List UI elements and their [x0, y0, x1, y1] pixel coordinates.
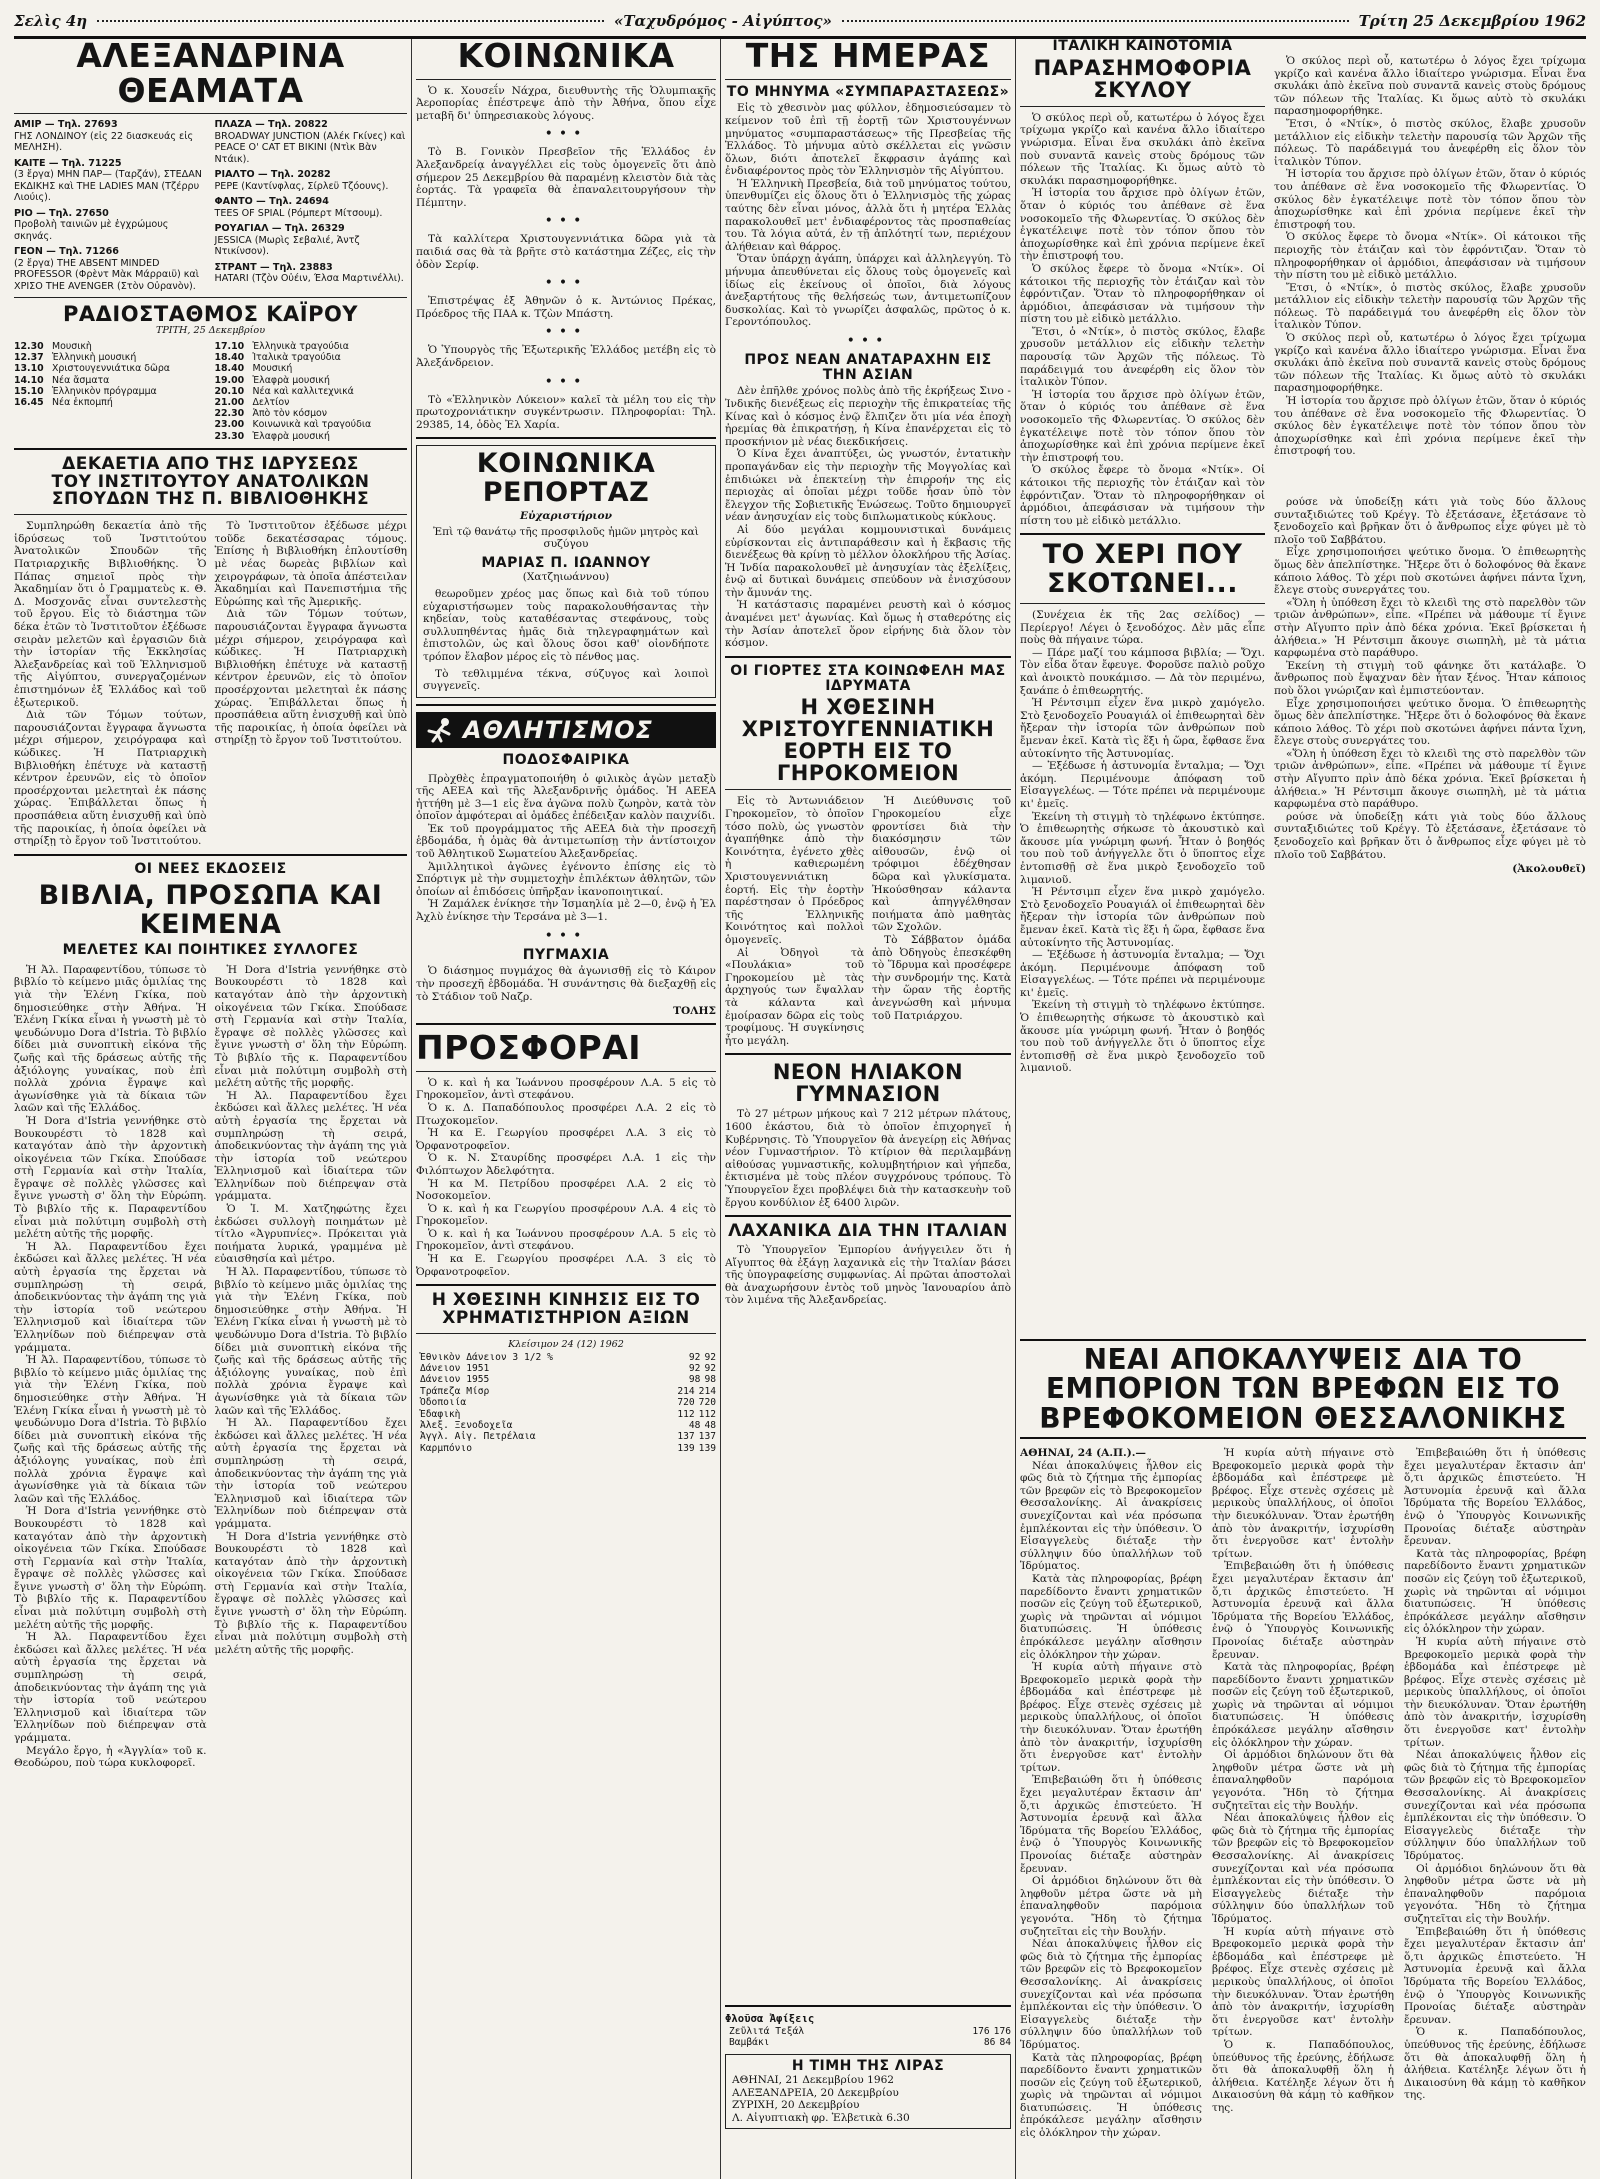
sports-logo: ΑΘΛΗΤΙΣΜΟΣ [416, 712, 716, 748]
article-paragraph: Ἐπιβεβαιώθη ὅτι ἡ ὑπόθεσις ἔχει μεγαλυτέραν ἔκτασιν ἀπ' ὅ,τι ἀρχικῶς ἐπιστεύετο. Ἡ Ἀστυνομία ἐρευνᾷ καὶ ἄλλα Ἱδρύματα τῆς Βορείου Ἑλλάδος, ἐνῷ ὁ Ὑπουργὸς Κοινωνικῆς Προνοίας διέταξε αὐστηρὰν ἔρευναν. [1404, 1925, 1586, 2026]
article-paragraph: Ἡ ἱστορία του ἄρχισε πρὸ ὀλίγων ἐτῶν, ὅταν ὁ κύριός του ἀπέθανε σὲ ἕνα νοσοκομεῖο τῆς Φλωρεντίας. Ὁ σκύλος δὲν ἐγκατέλειψε ποτὲ τὸν τόπον ὅπου τὸν ἀποχωρίσθηκε καὶ ἐπὶ χρόνια περίμενε ἐκεῖ τὴν ἐπιστροφή του. [1020, 187, 1265, 263]
article-paragraph: Πρὸχθὲς ἐπραγματοποιήθη ὁ φιλικὸς ἀγὼν μεταξὺ τῆς ΑΕΕΑ καὶ τῆς Ἀλεξανδρινῆς ὁμάδος. Ἡ ΑΕΕΑ ἡττήθη μὲ 3—1 εἰς ἕνα ἀγῶνα πολὺ ζωηρὸν, κατὰ τὸν ὁποῖον ἀμφότεραι αἱ ὁμάδες ἐπέδειξαν καλὸν παιχνίδι. [416, 772, 716, 823]
decade-title-line-2: ΤΟΥ ΙΝΣΤΙΤΟΥΤΟΥ ΑΝΑΤΟΛΙΚΩΝ [51, 471, 370, 492]
article-paragraph: Εἶχε χρησιμοποιήσει ψεύτικο ὄνομα. Ὁ ἐπιθεωρητὴς ὅμως δὲν ἀπελπίστηκε. Ἤξερε ὅτι ὁ δολοφόνος θὰ ἔκανε κάποιο λάθος. Τὸ χέρι ποὺ σκοτώνει ἀφήνει πάντα ἴχνη, ἔλεγε στοὺς συνεργάτες του. [1274, 697, 1586, 748]
article-paragraph: Οἱ ἁρμόδιοι δηλώνουν ὅτι θὰ ληφθοῦν μέτρα ὥστε νὰ μὴ ἐπαναληφθοῦν παρόμοια γεγονότα. Ἤδη τὸ ζήτημα συζητεῖται εἰς τὴν Βουλήν. [1212, 1749, 1394, 1812]
listing-item: ΣΤΡΑΝΤ — Τηλ. 23883 HATARI (Τζὸν Οὐέιν, Έλσα Μαρτινέλλι). [214, 261, 404, 285]
separator-stars: ••• [544, 373, 588, 390]
report-subtitle: Εὐχαριστήριον [520, 510, 612, 523]
listing-item: ΡΙΑΛΤΟ — Τηλ. 20282 PEPE (Καντίνφλας, Σίρλεϋ Τζόουνς). [214, 169, 389, 192]
stock-table [416, 1352, 716, 1455]
column-5 [1274, 39, 1586, 1327]
cinema-listings [14, 119, 407, 292]
table-row: Ὀδοποιία 720 720 [420, 1397, 716, 1409]
circus-kicker: ΙΤΑΛΙΚΗ ΚΑΙΝΟΤΟΜΙΑ [1052, 39, 1233, 54]
table-row: Ἀγγλ. Αἰγ. Πετρέλαια 137 137 [420, 1431, 716, 1443]
article-paragraph: Ἡ Dora d'Istria γεννήθηκε στὸ Βουκουρέστι τὸ 1828 καὶ καταγόταν ἀπὸ τὴν ἀρχοντικὴ οἰκογένεια τῶν Γκίκα. Σπούδασε στὴ Γερμανία καὶ στὴν Ἰταλία, ἔγραψε σὲ πολλὲς γλῶσσες καὶ ἔγινε γνωστὴ σ' ὅλη τὴν Εὐρώπη. Τὸ βιβλίο τῆς κ. Παραφεντίδου εἶναι μιὰ πολύτιμη συμβολὴ στὴ μελέτη αὐτῆς τῆς μορφῆς. [14, 1505, 207, 1631]
article-paragraph: — Ἐξέδωσε ἡ ἀστυνομία ἔνταλμα; — Ὄχι ἀκόμη. Περιμένουμε ἀπόφαση τοῦ Εἰσαγγελέως. — Τότε πρέπει νὰ περιμένουμε κι' ἐμεῖς. [1020, 949, 1265, 999]
books-title: ΒΙΒΛΙΑ, ΠΡΟΣΩΠΑ ΚΑΙ ΚΕΙΜΕΝΑ [38, 880, 383, 940]
article-paragraph: Νέαι ἀποκαλύψεις ἦλθον εἰς φῶς διὰ τὸ ζήτημα τῆς ἐμπορίας τῶν βρεφῶν εἰς τὸ Βρεφοκομεῖον Θεσσαλονίκης. Αἱ ἀνακρίσεις συνεχίζονται καὶ νέα πρόσωπα ἐμπλέκονται εἰς τὴν ὑπόθεσιν. Ὁ Εἰσαγγελεὺς διέταξε τὴν σύλληψιν δύο ὑπαλλήλων τοῦ Ἱδρύματος. [1020, 1938, 1202, 2051]
article-paragraph: Τὸ 27 μέτρων μήκους καὶ 7 212 μέτρων πλάτους, 1600 ἑκάστου, διὰ τὸ ὁποῖον ἐπιχορηγεῖ ἡ Κυβέρνησις. Τὸ Ὑπουργεῖον θὰ ἀνεγείρῃ εἰς Ἀθήνας νέον Γυμναστήριον. Τὸ κτίριον θὰ περιλαμβάνῃ αἰθούσας γυμναστικῆς, κολυμβητήριον καὶ γήπεδα, ἐκτισμένα μὲ τοὺς πλέον συγχρόνους τρόπους. Τὸ Ὑπουργεῖον ἔχει προβλέψει διὰ τὴν κατασκευὴν τοῦ ἔργου κονδύλιον ἐξ 6400 λιρῶν. [725, 1108, 1011, 1209]
decade-article [14, 520, 407, 847]
deceased-name: ΜΑΡΙΑΣ Π. ΙΩΑΝΝΟΥ [481, 554, 651, 571]
article-paragraph: Τὸ Ὑπουργεῖον Ἐμπορίου ἀνήγγειλεν ὅτι ἡ Αἴγυπτος θὰ ἐξάγῃ λαχανικὰ εἰς τὴν Ἰταλίαν βάσει τῆς ὑπογραφείσης συμφωνίας. Αἱ πρῶται ἀποστολαὶ θὰ ἀναχωρήσουν ἐντὸς τοῦ μηνὸς Ἰανουαρίου ἀπὸ τὸν λιμένα τῆς Ἀλεξανδρείας. [725, 1243, 1011, 1307]
report-box: ΚΟΙΝΩΝΙΚΑ ΡΕΠΟΡΤΑΖ Εὐχαριστήριον Ἐπὶ τῷ θανάτῳ τῆς προσφιλοῦς ἡμῶν μητρὸς καὶ συζύγου ΜΑΡΙΑΣ Π. ΙΩΑΝΝΟΥ (Χατζηιωάννου) θεωροῦμεν χρέος μας ὅπως καὶ διὰ τοῦ τύπου εὐχαριστήσωμεν τοὺς παρακολουθήσαντας τὴν κηδείαν, τοὺς καταθέσαντας στεφάνους, τοὺς συλλυπηθέντας ἡμᾶς διὰ τηλεγραφημάτων καὶ ἐπιστολῶν, ὡς καὶ ὅλους ὅσοι καθ' οἱονδήποτε τρόπον ἔλαβον μέρος εἰς τὸ πένθος μας. Τὸ τεθλιμμένα τέκνα, σύζυγος καὶ λοιποὶ συγγενεῖς. [416, 445, 716, 698]
article-paragraph: Ὅταν ὑπάρχῃ ἀγάπη, ὑπάρχει καὶ ἀλληλεγγύη. Τὸ μήνυμα ἀπευθύνεται εἰς ὅλους τοὺς ὁμογενεῖς καὶ ἰδίως εἰς ἐκείνους οἱ ὁποῖοι, διὰ λόγους ἀνεξαρτήτους τῆς θελήσεώς των, ἀντιμετωπίζουν δυσκολίας. Καὶ τὸ γνωρίζει ἀσφαλῶς, πρῶτος ὁ κ. Γεροντόπουλος. [725, 253, 1011, 329]
radio-row: 23.30 Ἐλαφρὰ μουσική [214, 430, 330, 442]
article-paragraph: Ἔτσι, ὁ «Ντίκ», ὁ πιστὸς σκύλος, ἔλαβε χρυσοῦν μετάλλιον εἰς εἰδικὴν τελετὴν παρουσίᾳ τῶν Ἀρχῶν τῆς πόλεως. Τὸ παράδειγμά του ἀνεφέρθη εἰς ὅλον τὸν ἰταλικὸν Τύπον. [1274, 281, 1586, 332]
article-paragraph: Νέαι ἀποκαλύψεις ἦλθον εἰς φῶς διὰ τὸ ζήτημα τῆς ἐμπορίας τῶν βρεφῶν εἰς τὸ Βρεφοκομεῖον Θεσσαλονίκης. Αἱ ἀνακρίσεις συνεχίζονται καὶ νέα πρόσωπα ἐμπλέκονται εἰς τὴν ὑπόθεσιν. Ὁ Εἰσαγγελεὺς διέταξε τὴν σύλληψιν δύο ὑπαλλήλων τοῦ Ἱδρύματος. [1212, 1812, 1394, 1925]
article-paragraph: Κατὰ τὰς πληροφορίας, βρέφη παρεδίδοντο ἔναντι χρηματικῶν ποσῶν εἰς ζεύγη τοῦ ἐξωτερικοῦ, χωρὶς νὰ τηρῶνται αἱ νόμιμοι διατυπώσεις. Ἡ ὑπόθεσις ἐπρόκάλεσε μεγάλην αἴσθησιν εἰς ὁλόκληρον τὴν χώραν. [1404, 1547, 1586, 1636]
table-row: Βαμβάκι 86 84 [729, 2037, 1011, 2048]
offer-line: Ἡ κα Ε. Γεωργίου προσφέρει Λ.Α. 3 εἰς τὸ Ὀρφανοτροφεῖον. [416, 1253, 716, 1278]
article-paragraph: Ὁ σκύλος περὶ οὗ, κατωτέρω ὁ λόγος ἔχει τρίχωμα γκρίζο καὶ κανένα ἄλλο ἰδιαίτερο γνώρισμα. Εἶναι ἕνα σκυλάκι ἀπὸ ἐκεῖνα ποὺ συναντᾶ κανεὶς στοὺς δρόμους τῶν πόλεων τῆς Ἰταλίας. Κι ὅμως αὐτὸ τὸ σκυλάκι παρασημοφορήθηκε. [1020, 111, 1265, 187]
asia-title: ΠΡΟΣ ΝΕΑΝ ΑΝΑΤΑΡΑΧΗΝ ΕΙΣ ΤΗΝ ΑΣΙΑΝ [744, 352, 992, 383]
offer-line: Ὁ κ. Δ. Παπαδόπουλος προσφέρει Λ.Α. 2 εἰς τὸ Πτωχοκομεῖον. [416, 1101, 716, 1127]
page-number: Σελὶς 4η [14, 12, 88, 30]
offer-line: Ἡ κα Ε. Γεωργίου προσφέρει Λ.Α. 3 εἰς τὸ Ὀρφανοτροφεῖον. [416, 1127, 716, 1152]
table-row: Ἐδαφικὴ 112 112 [420, 1408, 716, 1420]
books-article [14, 964, 407, 1770]
day-title: ΤΗΣ ΗΜΕΡΑΣ [745, 39, 991, 75]
lira-line: ΑΛΕΞΑΝΔΡΕΙΑ, 20 Δεκεμβρίου [732, 2086, 899, 2099]
article-paragraph: Ἔτσι, ὁ «Ντίκ», ὁ πιστὸς σκύλος, ἔλαβε χρυσοῦν μετάλλιον εἰς εἰδικὴν τελετὴν παρουσίᾳ τῶν Ἀρχῶν τῆς πόλεως. Τὸ παράδειγμά του ἀνεφέρθη εἰς ὅλον τὸν ἰταλικὸν Τύπον. [1274, 117, 1586, 168]
article-paragraph: Ὁ σκύλος περὶ οὗ, κατωτέρω ὁ λόγος ἔχει τρίχωμα γκρίζο καὶ κανένα ἄλλο ἰδιαίτερο γνώρισμα. Εἶναι ἕνα σκυλάκι ἀπὸ ἐκεῖνα ποὺ συναντᾶ κανεὶς στοὺς δρόμους τῶν πόλεων τῆς Ἰταλίας. Κι ὅμως αὐτὸ τὸ σκυλάκι παρασημοφορήθηκε. [1274, 55, 1586, 118]
byline: ΤΟΛΗΣ [673, 1005, 716, 1018]
table-row: Ἐθνικὸν Δάνειον 3 1/2 % 92 92 [420, 1351, 716, 1363]
article-paragraph: Ἡ Διεύθυνσις τοῦ Γηροκομείου εἶχε φροντίσει διὰ τὴν διακόσμησιν τῶν αἰθουσῶν, ἐνῷ οἱ τρόφιμοι ἐδέχθησαν δῶρα καὶ γλυκίσματα. Ἠκούσθησαν κάλαντα καὶ ἀπηγγέλθησαν ποιήματα ἀπὸ μαθητὰς τῶν Σχολῶν. [872, 795, 1011, 934]
article-paragraph: Ἐπιβεβαιώθη ὅτι ἡ ὑπόθεσις ἔχει μεγαλυτέραν ἔκτασιν ἀπ' ὅ,τι ἀρχικῶς ἐπιστεύετο. Ἡ Ἀστυνομία ἐρευνᾷ καὶ ἄλλα Ἱδρύματα τῆς Βορείου Ἑλλάδος, ἐνῷ ὁ Ὑπουργὸς Κοινωνικῆς Προνοίας διέταξε αὐστηρὰν ἔρευναν. [1212, 1560, 1394, 1661]
article-paragraph: — Πάρε μαζί του κάμποσα βιβλία; — Ὄχι. Τὸν εἶδα ὅταν ἔφευγε. Φοροῦσε παλιὸ ροῦχο καὶ ἀνοικτὸ πουκάμισο. — Δὰ τὸν περιμένω, ξανάπε ὁ ἐπιθεωρητής. [1020, 646, 1265, 697]
article-paragraph: Ὁ σκύλος ἔφερε τὸ ὄνομα «Ντίκ». Οἱ κάτοικοι τῆς περιοχῆς τὸν ἐτάιζαν καὶ τὸν ἐφρόντιζαν. Ὅταν τὸ πληροφορήθηκαν οἱ ἁρμόδιοι, ἀπεφάσισαν νὰ τιμήσουν τὴν πίστη του μὲ εἰδικὸ μετάλλιο. [1020, 464, 1265, 527]
separator-stars: ••• [544, 213, 588, 230]
article-paragraph: Ἡ Ρέντσιμπ εἶχεν ἕνα μικρὸ χαμόγελο. Στὸ ξενοδοχεῖο Ρουαγιάλ οἱ ἐπιθεωρηταὶ δὲν ἤξεραν τὴν ἱστορία τῶν ἀνθρώπων ποὺ ἔμεναν ἐκεῖ. Κατὰ τὶς ἕξι ἡ ὥρα, ἔφθασε ἕνα αὐτοκίνητο τῆς Ἀστυνομίας. [1020, 697, 1265, 760]
offers-title: ΠΡΟΣΦΟΡΑΙ [416, 1028, 642, 1068]
radio-row: 12.37 Ἑλληνικὴ μουσική [14, 352, 137, 364]
radio-schedule [14, 341, 407, 442]
social-item: Ὁ Ὑπουργὸς τῆς Ἐξωτερικῆς Ἑλλάδος μετέβη εἰς τὸ Ἀλεξάνδρειον. [416, 344, 716, 369]
article-paragraph: Ἡ Ρέντσιμπ εἶχεν ἕνα μικρὸ χαμόγελο. Στὸ ξενοδοχεῖο Ρουαγιάλ οἱ ἐπιθεωρηταὶ δὲν ἤξεραν τὴν ἱστορία τῶν ἀνθρώπων ποὺ ἔμεναν ἐκεῖ. Κατὰ τὶς ἕξι ἡ ὥρα, ἔφθασε ἕνα αὐτοκίνητο τῆς Ἀστυνομίας. [1020, 886, 1265, 949]
article-paragraph: Ἡ Dora d'Istria γεννήθηκε στὸ Βουκουρέστι τὸ 1828 καὶ καταγόταν ἀπὸ τὴν ἀρχοντικὴ οἰκογένεια τῶν Γκίκα. Σπούδασε στὴ Γερμανία καὶ στὴν Ἰταλία, ἔγραψε σὲ πολλὲς γλῶσσες καὶ ἔγινε γνωστὴ σ' ὅλη τὴν Εὐρώπη. Τὸ βιβλίο τῆς κ. Παραφεντίδου εἶναι μιὰ πολύτιμη συμβολὴ στὴ μελέτη αὐτῆς τῆς μορφῆς. [214, 963, 407, 1090]
books-subtitle: ΜΕΛΕΤΕΣ ΚΑΙ ΠΟΙΗΤΙΚΕΣ ΣΥΛΛΟΓΕΣ [62, 942, 359, 959]
article-paragraph: Οἱ ἁρμόδιοι δηλώνουν ὅτι θὰ ληφθοῦν μέτρα ὥστε νὰ μὴ ἐπαναληφθοῦν παρόμοια γεγονότα. Ἤδη τὸ ζήτημα συζητεῖται εἰς τὴν Βουλήν. [1404, 1862, 1586, 1925]
report-title: ΚΟΙΝΩΝΙΚΑ ΡΕΠΟΡΤΑΖ [476, 448, 656, 508]
separator-stars: ••• [544, 927, 588, 944]
article-paragraph: Ὁ κ. Παπαδόπουλος, ὑπεύθυνος τῆς ἐρεύνης, ἐδήλωσε ὅτι θὰ ἀποκαλυφθῇ ὅλη ἡ ἀλήθεια. Κατέληξε λέγων ὅτι ἡ Δικαιοσύνη θὰ κάμῃ τὸ καθῆκον της. [1404, 2026, 1586, 2102]
listing-item: ΠΛΑΖΑ — Τηλ. 20822 BROADWAY JUNCTION (Αλέκ Γκίνες) καὶ PEACE O' CAT ET BIKINI (Ντὶκ Βὰν Ντάικ). [214, 119, 406, 165]
separator-stars: ••• [846, 333, 890, 350]
dog-title: ΠΑΡΑΣΗΜΟΦΟΡΙΑ ΣΚΥΛΟΥ [1033, 55, 1252, 102]
article-paragraph: Ἡ Dora d'Istria γεννήθηκε στὸ Βουκουρέστι τὸ 1828 καὶ καταγόταν ἀπὸ τὴν ἀρχοντικὴ οἰκογένεια τῶν Γκίκα. Σπούδασε στὴ Γερμανία καὶ στὴν Ἰταλία, ἔγραψε σὲ πολλὲς γλῶσσες καὶ ἔγινε γνωστὴ σ' ὅλη τὴν Εὐρώπη. Τὸ βιβλίο τῆς κ. Παραφεντίδου εἶναι μιὰ πολύτιμη συμβολὴ στὴ μελέτη αὐτῆς τῆς μορφῆς. [14, 1114, 207, 1241]
article-paragraph: Ἡ ἱστορία του ἄρχισε πρὸ ὀλίγων ἐτῶν, ὅταν ὁ κύριός του ἀπέθανε σὲ ἕνα νοσοκομεῖο τῆς Φλωρεντίας. Ὁ σκύλος δὲν ἐγκατέλειψε ποτὲ τὸν τόπον ὅπου τὸν ἀποχωρίσθηκε καὶ ἐπὶ χρόνια περίμενε ἐκεῖ τὴν ἐπιστροφή του. [1274, 395, 1586, 458]
theatres-title: ΑΛΕΞΑΝΔΡΙΝΑ ΘΕΑΜΑΤΑ [76, 39, 345, 110]
article-paragraph: Ἡ ἱστορία του ἄρχισε πρὸ ὀλίγων ἐτῶν, ὅταν ὁ κύριός του ἀπέθανε σὲ ἕνα νοσοκομεῖο τῆς Φλωρεντίας. Ὁ σκύλος δὲν ἐγκατέλειψε ποτὲ τὸν τόπον ὅπου τὸν ἀποχωρίσθηκε καὶ ἐπὶ χρόνια περίμενε ἐκεῖ τὴν ἐπιστροφή του. [1020, 388, 1265, 464]
decade-title-line-1: ΔΕΚΑΕΤΙΑ ΑΠΟ ΤΗΣ ΙΔΡΥΣΕΩΣ [62, 453, 359, 474]
radio-row: 17.10 Ἑλληνικὰ τραγούδια [214, 340, 349, 352]
radio-row: 16.45 Νέα ἐκπομπή [14, 396, 113, 408]
article-paragraph: Ἡ κυρία αὐτὴ πήγαινε στὸ Βρεφοκομεῖο μερικὰ φορὰ τὴν ἑβδομάδα καὶ ἐπέστρεφε μὲ βρέφος. Εἶχε στενὲς σχέσεις μὲ μερικοὺς ὑπαλλήλους, οἱ ὁποῖοι τὴν διευκόλυναν. Ὅταν ἐρωτήθη ἀπὸ τὸν ἀνακριτήν, ἰσχυρίσθη ὅτι ἐνεργοῦσε κατ' ἐντολὴν τρίτων. [1404, 1635, 1586, 1749]
continued-note: (Ἀκολουθεῖ) [1512, 863, 1586, 876]
article-paragraph: Διὰ τῶν Τόμων τούτων, παρουσιάζονται ἔγγραφα ἄγνωστα μέχρι σήμερον, χειρόγραφα καὶ κώδικες. Ἡ Πατριαρχικὴ Βιβλιοθήκη ἐπέτυχε νὰ καταστῇ κέντρον ἐρευνῶν, εἰς τὸ ὁποῖον προσέρχονται μελετηταὶ ἐκ πάσης χώρας. Ἐπιβάλλεται ὅπως ἡ προσπάθεια αὕτη ἐνισχυθῇ καὶ ὑπὸ τῆς παροικίας, ἡ ὁποία ὀφείλει νὰ στηρίξῃ τὸ ἔργον τοῦ Ἰνστιτούτου. [14, 709, 207, 848]
sports-subtitle: ΠΟΔΟΣΦΑΙΡΙΚΑ [502, 751, 630, 768]
gym-title: ΝΕΟΝ ΗΛΙΑΚΟΝ ΓΥΜΝΑΣΙΟΝ [772, 1060, 964, 1107]
article-paragraph: Νέαι ἀποκαλύψεις ἦλθον εἰς φῶς διὰ τὸ ζήτημα τῆς ἐμπορίας τῶν βρεφῶν εἰς τὸ Βρεφοκομεῖον Θεσσαλονίκης. Αἱ ἀνακρίσεις συνεχίζονται καὶ νέα πρόσωπα ἐμπλέκονται εἰς τὴν ὑπόθεσιν. Ὁ Εἰσαγγελεὺς διέταξε τὴν σύλληψιν δύο ὑπαλλήλων τοῦ Ἱδρύματος. [1404, 1749, 1586, 1862]
social-item: Ὁ κ. Χουσεΐν Νάχρα, διευθυντὴς τῆς Ὀλυμπιακῆς Ἀεροπορίας ἐπέστρεψε ἀπὸ τὴν Ἀθήνα, ὅπου εἶχε μεταβῆ δι' ὑπηρεσιακοὺς λόγους. [416, 84, 716, 122]
article-paragraph: Ἁμιλλητικοὶ ἀγῶνες ἐγένοντο ἐπίσης εἰς τὸ Σπόρτιγκ μὲ τὴν συμμετοχὴν ἐπιλέκτων ἀθλητῶν, τῶν ὁποίων αἱ ἐπιδόσεις ὑπῆρξαν ἱκανοποιητικαί. [416, 860, 716, 898]
social-item: Τὸ «Ἑλληνικὸν Λύκειον» καλεῖ τὰ μέλη του εἰς τὴν πρωτοχρονιάτικην συγκέντρωσιν. Πληροφορίαι: Τηλ. 29385, 14, ὁδὸς Ἐλ Χαρία. [416, 393, 716, 431]
article-paragraph: Ἡ κυρία αὐτὴ πήγαινε στὸ Βρεφοκομεῖο μερικὰ φορὰ τὴν ἑβδομάδα καὶ ἐπέστρεφε μὲ βρέφος. Εἶχε στενὲς σχέσεις μὲ μερικοὺς ὑπαλλήλους, οἱ ὁποῖοι τὴν διευκόλυναν. Ὅταν ἐρωτήθη ἀπὸ τὸν ἀνακριτήν, ἰσχυρίσθη ὅτι ἐνεργοῦσε κατ' ἐντολὴν τρίτων. [1212, 1447, 1394, 1560]
article-paragraph: Ἡ Ἀλ. Παραφεντίδου, τύπωσε τὸ βιβλίο τὸ κείμενο μιᾶς ὁμιλίας της γιὰ τὴν Ἑλένη Γκίκα, ποὺ δημοσιεύθηκε στὴν Ἀθήνα. Ἡ Ἑλένη Γκίκα εἶναι ἡ γνωστὴ μὲ τὸ ψευδώνυμο Dora d'Istria. Τὸ βιβλίο δίδει μιὰ συνοπτικὴ εἰκόνα τῆς ζωῆς καὶ τῆς δράσεως αὐτῆς τῆς ἀξιόλογης γυναίκας, ποὺ ἐπὶ πολλὰ χρόνια ἔγραψε καὶ ἀγωνίσθηκε γιὰ τὰ δίκαια τῶν λαῶν καὶ τῆς Ἑλλάδος. [214, 1266, 407, 1417]
issue-date: Τρίτη 25 Δεκεμβρίου 1962 [1358, 12, 1587, 30]
table-row: Ἀλεξ. Ξενοδοχεῖα 48 48 [420, 1419, 716, 1431]
table-row: Καρμπόνιο 139 139 [420, 1442, 716, 1454]
offer-line: Ὁ κ. Ν. Σταυρίδης προσφέρει Λ.Α. 1 εἰς τὴν Φιλόπτωχον Ἀδελφότητα. [416, 1152, 716, 1177]
listing-item: ΓΕΟΝ — Τηλ. 71266 (2 ἔργα) THE ABSENT MINDED PROFESSOR (Φρὲντ Μὰκ Μάρραιϋ) καὶ ΧΡΙΣΟ THE AVENGER (Στὸν Οὐρανὸν). [14, 246, 200, 292]
hospice-kicker: ΟΙ ΓΙΟΡΤΕΣ ΣΤΑ ΚΟΙΝΩΦΕΛΗ ΜΑΣ ΙΔΡΥΜΑΤΑ [730, 662, 1006, 694]
table-row: Τράπεζα Μίσρ 214 214 [420, 1385, 716, 1397]
hospice-title: Η ΧΘΕΣΙΝΗ ΧΡΙΣΤΟΥΓΕΝΝΙΑΤΙΚΗ ΕΟΡΤΗ ΕΙΣ ΤΟ ΓΗΡΟΚΟΜΕΙΟΝ [741, 695, 995, 786]
separator-stars: ••• [544, 324, 588, 341]
article-paragraph: Νέαι ἀποκαλύψεις ἦλθον εἰς φῶς διὰ τὸ ζήτημα τῆς ἐμπορίας τῶν βρεφῶν εἰς τὸ Βρεφοκομεῖον Θεσσαλονίκης. Αἱ ἀνακρίσεις συνεχίζονται καὶ νέα πρόσωπα ἐμπλέκονται εἰς τὴν ὑπόθεσιν. Ὁ Εἰσαγγελεὺς διέταξε τὴν σύλληψιν δύο ὑπαλλήλων τοῦ Ἱδρύματος. [1020, 1459, 1202, 1573]
orphanage-banner [1020, 1339, 1586, 1439]
listing-item: ΚΑΙΤΕ — Τηλ. 71225 (3 ἔργα) ΜΗΝ ΠΑΡ— (Ταρζάν), ΣΤΕΔΑΝ ΕΚΔΙΚΗΣ καὶ THE LADIES MAN (Τζέρρυ Λιούις). [14, 157, 202, 204]
article-paragraph: Οἱ ἁρμόδιοι δηλώνουν ὅτι θὰ ληφθοῦν μέτρα ὥστε νὰ μὴ ἐπαναληφθοῦν παρόμοια γεγονότα. Ἤδη τὸ ζήτημα συζητεῖται εἰς τὴν Βουλήν. [1020, 1875, 1202, 1938]
column-2 [416, 39, 716, 2179]
radio-row: 22.30 Ἀπὸ τὸν κόσμον [214, 408, 328, 420]
radio-row: 12.30 Μουσικὴ [14, 340, 92, 352]
article-paragraph: Ἡ ἱστορία του ἄρχισε πρὸ ὀλίγων ἐτῶν, ὅταν ὁ κύριός του ἀπέθανε σὲ ἕνα νοσοκομεῖο τῆς Φλωρεντίας. Ὁ σκύλος δὲν ἐγκατέλειψε ποτὲ τὸν τόπον ὅπου τὸν ἀποχωρίσθηκε καὶ ἐπὶ χρόνια περίμενε ἐκεῖ τὴν ἐπιστροφή του. [1274, 168, 1586, 231]
article-paragraph: Ἡ Ἀλ. Παραφεντίδου, τύπωσε τὸ βιβλίο τὸ κείμενο μιᾶς ὁμιλίας της γιὰ τὴν Ἑλένη Γκίκα, ποὺ δημοσιεύθηκε στὴν Ἀθήνα. Ἡ Ἑλένη Γκίκα εἶναι ἡ γνωστὴ μὲ τὸ ψευδώνυμο Dora d'Istria. Τὸ βιβλίο δίδει μιὰ συνοπτικὴ εἰκόνα τῆς ζωῆς καὶ τῆς δράσεως αὐτῆς τῆς ἀξιόλογης γυναίκας, ποὺ ἐπὶ πολλὰ χρόνια ἔγραψε καὶ ἀγωνίσθηκε γιὰ τὰ δίκαια τῶν λαῶν καὶ τῆς Ἑλλάδος. [14, 1354, 207, 1505]
lira-line: ΖΥΡΙΧΗ, 20 Δεκεμβρίου [732, 2099, 860, 2112]
social-item: Τὰ καλλίτερα Χριστουγεννιάτικα δῶρα γιὰ τὰ παιδιά σας θὰ τὰ βρῆτε στὸ κατάστημα Ζέζες, εἰς τὴν ὁδὸν Σερίφ. [416, 233, 716, 271]
article-paragraph: (Συνέχεια ἐκ τῆς 2ας σελίδος) — Περίεργο! Λέγει ὁ ξενοδόχος. Δὲν μᾶς εἶπε ποὺς θὰ πήγαινε τώρα. [1020, 609, 1265, 647]
separator-stars: ••• [544, 126, 588, 143]
article-paragraph: Ἐκείνη τὴ στιγμὴ τὸ τηλέφωνο ἐκτύπησε. Ὁ ἐπιθεωρητὴς σήκωσε τὸ ἀκουστικὸ καὶ ἄκουσε μία γνώριμη φωνή. Ἦταν ὁ βοηθός του ποὺ τοῦ ἀνήγγελλε ὅτι ὁ ὕποπτος εἶχε ἐντοπισθῇ σὲ ἕνα μικρὸ ξενοδοχεῖο τοῦ λιμανιοῦ. [1020, 810, 1265, 886]
listing-item: ΦΑΝΤΟ — Τηλ. 24694 TEES OF SPIAL (Ρόμπερτ Μίτσουμ). [214, 196, 383, 219]
stock-date: Κλείσιμον 24 (12) 1962 [508, 1338, 624, 1350]
page-grid [14, 39, 1586, 2179]
table-row: Ζεῦλιτά Τεξάλ 176 176 [729, 2025, 1011, 2037]
article-paragraph: «Ὅλη ἡ ὑπόθεση ἔχει τὸ κλειδὶ της στὸ παρελθὸν τῶν τριῶν ἀνθρώπων», εἶπε. «Πρέπει νὰ μάθουμε τί ἔγινε στὴν Αἴγυπτο πρὶν ἀπὸ δέκα χρόνια. Ἐκεῖ βρίσκεται ἡ ἀλήθεια.» Ἡ Ρέντσιμπ ἄκουγε σιωπηλὴ, μὲ τὰ μάτια καρφωμένα στὸ παράθυρο. [1274, 747, 1586, 811]
social-title: ΚΟΙΝΩΝΙΚΑ [457, 39, 675, 75]
article-paragraph: Κατὰ τὰς πληροφορίας, βρέφη παρεδίδοντο ἔναντι χρηματικῶν ποσῶν εἰς ζεύγη τοῦ ἐξωτερικοῦ, χωρὶς νὰ τηρῶνται αἱ νόμιμοι διατυπώσεις. Ἡ ὑπόθεσις ἐπρόκάλεσε μεγάλην αἴσθησιν εἰς ὁλόκληρον τὴν χώραν. [1212, 1661, 1394, 1749]
stock-title: Η ΧΘΕΣΙΝΗ ΚΙΝΗΣΙΣ ΕΙΣ ΤΟ ΧΡΗΜΑΤΙΣΤΗΡΙΟΝ ΑΞΙΩΝ [431, 1290, 701, 1329]
books-kicker: ΟΙ ΝΕΕΣ ΕΚΔΟΣΕΙΣ [134, 860, 287, 877]
article-paragraph: Ἡ Ἀλ. Παραφεντίδου ἔχει ἐκδώσει καὶ ἄλλες μελέτες. Ἡ νέα αὐτὴ ἐργασία της ἔρχεται νὰ συμπληρώσῃ τὴ σειρά, ἀποδεικνύοντας τὴν ἀγάπη της γιὰ τὴν ἱστορία τοῦ νεώτερου Ἑλληνισμοῦ καὶ ἰδιαίτερα τῶν Ἑλληνίδων ποὺ διέπρεψαν στὰ γράμματα. [14, 1240, 207, 1354]
article-paragraph: Ἐκείνη τὴ στιγμὴ τοῦ φάνηκε ὅτι κατάλαβε. Ὁ ἄνθρωπος ποὺ ἔψαχναν δὲν ἦταν ξένος. Ἦταν κάποιος ποὺ ὅλοι γνώριζαν καὶ ἐμπιστεύονταν. [1274, 659, 1586, 697]
radio-day: ΤΡΙΤΗ, 25 Δεκεμβρίου [155, 325, 266, 337]
hand-title: ΤΟ ΧΕΡΙ ΠΟΥ ΣΚΟΤΩΝΕΙ... [1042, 539, 1243, 599]
table-row: Δάνειον 1955 98 98 [420, 1374, 716, 1386]
radio-row: 21.00 Δελτίον [214, 396, 290, 408]
article-paragraph: Συμπληρώθη δεκαετία ἀπὸ τῆς ἱδρύσεως τοῦ Ἰνστιτούτου Ἀνατολικῶν Σπουδῶν τῆς Πατριαρχικῆς Βιβλιοθήκης. Ὁ Πάπας σημειοῖ πρὸς τὴν Ἀκαδημίαν ὅτι ὁ Γραμματεὺς κ. Θ. Δ. Μοσχονᾶς εἶναι συντελεστὴς τοῦ ἔργου. Εἰς τὸ διάστημα τῶν δέκα ἐτῶν τὸ Ἰνστιτοῦτον ἐξέδωσε σειρὰν μελετῶν καὶ ἐργασιῶν διὰ τὴν ἱστορίαν τῆς Ἐκκλησίας Ἀλεξανδρείας καὶ τοῦ Ἑλληνισμοῦ τῆς Αἰγύπτου, συνεργαζομένων ἐπιστημόνων ἐξ Ἑλλάδος καὶ τοῦ ἐξωτερικοῦ. [14, 520, 207, 709]
radio-row: 23.00 Κοινωνικὰ καὶ τραγούδια [214, 419, 372, 431]
vegetables-title: ΛΑΧΑΝΙΚΑ ΔΙΑ ΤΗΝ ΙΤΑΛΙΑΝ [728, 1221, 1008, 1242]
article-paragraph: Ἐκ τοῦ προγράμματος τῆς ΑΕΕΑ διὰ τὴν προσεχῆ ἑβδομάδα, ἡ ὁμὰς θὰ ἀντιμετωπίσῃ τὴν ἀντίστοιχον τοῦ Ἀθλητικοῦ Σωματείου Ἀλεξανδρείας. [416, 822, 716, 861]
cotton-table: Φλοῦσα Ἀφίξεις Ζεῦλιτά Τεξάλ 176 176 Βαμβάκι 86 84 [725, 2013, 1011, 2048]
article-paragraph: Δὲν ἐπῆλθε χρόνος πολὺς ἀπὸ τῆς ἐκρήξεως Σινο - Ἰνδικῆς διενέξεως εἰς περιοχὴν τῆς ἐπικρατείας τῆς Κίνας καὶ ὁ κόσμος ἐνῷ ἔλπιζεν ὅτι μία νέα ἐποχὴ ἠρεμίας θὰ ἐπικρατήσῃ, ἡ Κίνα ἐπανέρχεται εἰς τὸ προσκήνιον μὲ νέας διεκδικήσεις. [725, 385, 1011, 448]
article-paragraph: ρούσε νὰ ὑποδείξῃ κάτι γιὰ τοὺς δύο ἄλλους συνταξιδιώτες τοῦ Κρέγγ. Τὸ ἐξετάσανε, ἐξετάσανε τὸ ξενοδοχεῖο καὶ βρῆκαν ὅτι ὁ ἄνθρωπος εἶχε φύγει μὲ τὸ πλοῖο τοῦ Σαββάτου. [1274, 810, 1586, 861]
article-paragraph: Ἡ Dora d'Istria γεννήθηκε στὸ Βουκουρέστι τὸ 1828 καὶ καταγόταν ἀπὸ τὴν ἀρχοντικὴ οἰκογένεια τῶν Γκίκα. Σπούδασε στὴ Γερμανία καὶ στὴν Ἰταλία, ἔγραψε σὲ πολλὲς γλῶσσες καὶ ἔγινε γνωστὴ σ' ὅλη τὴν Εὐρώπη. Τὸ βιβλίο τῆς κ. Παραφεντίδου εἶναι μιὰ πολύτιμη συμβολὴ στὴ μελέτη αὐτῆς τῆς μορφῆς. [214, 1530, 407, 1656]
article-paragraph: Κατὰ τὰς πληροφορίας, βρέφη παρεδίδοντο ἔναντι χρηματικῶν ποσῶν εἰς ζεύγη τοῦ ἐξωτερικοῦ, χωρὶς νὰ τηρῶνται αἱ νόμιμοι διατυπώσεις. Ἡ ὑπόθεσις ἐπρόκάλεσε μεγάλην αἴσθησιν εἰς ὁλόκληρον τὴν χώραν. [1020, 2051, 1202, 2140]
article-paragraph: Μεγάλο ἔργο, ἡ «Ἀγγλία» τοῦ κ. Θεοδώρου, ποὺ τώρα κυκλοφορεῖ. [14, 1744, 207, 1770]
article-paragraph: Τὸ Σάββατον ὁμάδα ἀπὸ Ὀδηγοὺς ἐπεσκέφθη τὸ Ἵδρυμα καὶ προσέφερε τὴν συνδρομήν της. Κατὰ τὴν ὥραν τῆς ἑορτῆς ἀνεγνώσθη καὶ μήνυμα τοῦ Πατριάρχου. [872, 933, 1011, 1022]
article-paragraph: Ὁ σκύλος ἔφερε τὸ ὄνομα «Ντίκ». Οἱ κάτοικοι τῆς περιοχῆς τὸν ἐτάιζαν καὶ τὸν ἐφρόντιζαν. Ὅταν τὸ πληροφορήθηκαν οἱ ἁρμόδιοι, ἀπεφάσισαν νὰ τιμήσουν τὴν πίστη του μὲ εἰδικὸ μετάλλιο. [1020, 262, 1265, 326]
article-paragraph: Διὰ τῶν Τόμων τούτων, παρουσιάζονται ἔγγραφα ἄγνωστα μέχρι σήμερον, χειρόγραφα καὶ κώδικες. Ἡ Πατριαρχικὴ Βιβλιοθήκη ἐπέτυχε νὰ καταστῇ κέντρον ἐρευνῶν, εἰς τὸ ὁποῖον προσέρχονται μελετηταὶ ἐκ πάσης χώρας. Ἐπιβάλλεται ὅπως ἡ προσπάθεια αὕτη ἐνισχυθῇ καὶ ὑπὸ τῆς παροικίας, ἡ ὁποία ὀφείλει νὰ στηρίξῃ τὸ ἔργον τοῦ Ἰνστιτούτου. [214, 608, 407, 747]
article-paragraph: Ἡ Ἀλ. Παραφεντίδου ἔχει ἐκδώσει καὶ ἄλλες μελέτες. Ἡ νέα αὐτὴ ἐργασία της ἔρχεται νὰ συμπληρώσῃ τὴ σειρά, ἀποδεικνύοντας τὴν ἀγάπη της γιὰ τὴν ἱστορία τοῦ νεώτερου Ἑλληνισμοῦ καὶ ἰδιαίτερα τῶν Ἑλληνίδων ποὺ διέπρεψαν στὰ γράμματα. [214, 1417, 407, 1530]
boxing-subtitle: ΠΥΓΜΑΧΙΑ [522, 946, 610, 963]
article-paragraph: Εἰς τὸ Ἀντωνιάδειον Γηροκομεῖον, τὸ ὁποῖον τόσο πολὺ, ὡς γνωστὸν ἀγαπήθηκε ἀπὸ τὴν Κοινότητα, ἐγένετο χθὲς ἡ καθιερωμένη Χριστουγεννιάτικη ἑορτή. Εἰς τὴν ἑορτὴν παρέστησαν ὁ Πρόεδρος τῆς Ἑλληνικῆς Κοινότητος καὶ πολλοὶ ὁμογενεῖς. [725, 795, 864, 946]
article-paragraph: Ἡ κατάστασις παραμένει ρευστὴ καὶ ὁ κόσμος ἀναμένει μετ' ἀγωνίας. Καὶ ὅμως ἡ σταθερότης εἰς τὴν Ἀσίαν ἀποτελεῖ ὅρον εἰρήνης διὰ ὅλον τὸν κόσμον. [725, 599, 1011, 650]
lira-line: Λ. Αἰγυπτιακὴ φρ. Ἑλβετικὰ 6.30 [732, 2111, 910, 2124]
article-paragraph: «Ὅλη ἡ ὑπόθεση ἔχει τὸ κλειδὶ της στὸ παρελθὸν τῶν τριῶν ἀνθρώπων», εἶπε. «Πρέπει νὰ μάθουμε τί ἔγινε στὴν Αἴγυπτο πρὶν ἀπὸ δέκα χρόνια. Ἐκεῖ βρίσκεται ἡ ἀλήθεια.» Ἡ Ρέντσιμπ ἄκουγε σιωπηλὴ, μὲ τὰ μάτια καρφωμένα στὸ παράθυρο. [1274, 596, 1586, 660]
article-paragraph: Ἡ κυρία αὐτὴ πήγαινε στὸ Βρεφοκομεῖο μερικὰ φορὰ τὴν ἑβδομάδα καὶ ἐπέστρεφε μὲ βρέφος. Εἶχε στενὲς σχέσεις μὲ μερικοὺς ὑπαλλήλους, οἱ ὁποῖοι τὴν διευκόλυναν. Ὅταν ἐρωτήθη ἀπὸ τὸν ἀνακριτήν, ἰσχυρίσθη ὅτι ἐνεργοῦσε κατ' ἐντολὴν τρίτων. [1020, 1661, 1202, 1774]
masthead [14, 8, 1586, 34]
social-item: Ἐπιστρέψας ἐξ Ἀθηνῶν ὁ κ. Ἀντώνιος Πρέκας, Πρόεδρος τῆς ΠΑΑ κ. Τζὼν Μπάστη. [416, 295, 716, 320]
listing-item: ΡΙΟ — Τηλ. 27650 Προβολὴ ταινιῶν μὲ ἐγχρώμους σκηνάς. [14, 207, 169, 242]
article-paragraph: Ἡ Ἀλ. Παραφεντίδου, τύπωσε τὸ βιβλίο τὸ κείμενο μιᾶς ὁμιλίας της γιὰ τὴν Ἑλένη Γκίκα, ποὺ δημοσιεύθηκε στὴν Ἀθήνα. Ἡ Ἑλένη Γκίκα εἶναι ἡ γνωστὴ μὲ τὸ ψευδώνυμο Dora d'Istria. Τὸ βιβλίο δίδει μιὰ συνοπτικὴ εἰκόνα τῆς ζωῆς καὶ τῆς δράσεως αὐτῆς τῆς ἀξιόλογης γυναίκας, ποὺ ἐπὶ πολλὰ χρόνια ἔγραψε καὶ ἀγωνίσθηκε γιὰ τὰ δίκαια τῶν λαῶν καὶ τῆς Ἑλλάδος. [14, 963, 207, 1115]
hospice-article [725, 795, 1011, 1047]
article-paragraph: Τὸ Ἰνστιτοῦτον ἐξέδωσε μέχρι τοῦδε δεκατέσσαρας τόμους. Ἐπίσης ἡ Βιβλιοθήκη ἐπλουτίσθη μὲ νέας δωρεὰς βιβλίων καὶ χειρογράφων, τὰ ὁποῖα ἀπέστειλαν Ἀκαδημίαι καὶ Πανεπιστήμια τῆς Εὐρώπης καὶ τῆς Ἀμερικῆς. [214, 520, 407, 608]
article-paragraph: Ὁ σκύλος ἔφερε τὸ ὄνομα «Ντίκ». Οἱ κάτοικοι τῆς περιοχῆς τὸν ἐτάιζαν καὶ τὸν ἐφρόντιζαν. Ὅταν τὸ πληροφορήθηκαν οἱ ἁρμόδιοι, ἀπεφάσισαν νὰ τιμήσουν τὴν πίστη του μὲ εἰδικὸ μετάλλιο. [1274, 231, 1586, 282]
lira-title: Η ΤΙΜΗ ΤΗΣ ΛΙΡΑΣ [791, 2058, 945, 2075]
offer-line: Ἡ κα Μ. Πετρίδου προσφέρει Λ.Α. 2 εἰς τὸ Νοσοκομεῖον. [416, 1177, 716, 1203]
lira-line: ΑΘΗΝΑΙ, 21 Δεκεμβρίου 1962 [732, 2074, 895, 2087]
table-row: Δάνειον 1951 92 92 [420, 1362, 716, 1374]
dateline: ΑΘΗΝΑΙ, 24 (Α.Π.).— [1020, 1447, 1147, 1459]
radio-row: 18.40 Ἰταλικὰ τραγούδια [214, 352, 341, 364]
paper-name: «Ταχυδρόμος - Αἰγύπτος» [613, 12, 832, 30]
article-paragraph: Ἡ Ἀλ. Παραφεντίδου ἔχει ἐκδώσει καὶ ἄλλες μελέτες. Ἡ νέα αὐτὴ ἐργασία της ἔρχεται νὰ συμπληρώσῃ τὴ σειρά, ἀποδεικνύοντας τὴν ἀγάπη της γιὰ τὴν ἱστορία τοῦ νεώτερου Ἑλληνισμοῦ καὶ ἰδιαίτερα τῶν Ἑλληνίδων ποὺ διέπρεψαν στὰ γράμματα. [14, 1631, 207, 1744]
radio-row: 19.00 Ἐλαφρὰ μουσική [214, 374, 330, 386]
article-paragraph: ρούσε νὰ ὑποδείξῃ κάτι γιὰ τοὺς δύο ἄλλους συνταξιδιώτες τοῦ Κρέγγ. Τὸ ἐξετάσανε, ἐξετάσανε τὸ ξενοδοχεῖο καὶ βρῆκαν ὅτι ὁ ἄνθρωπος εἶχε φύγει μὲ τὸ πλοῖο τοῦ Σαββάτου. [1274, 496, 1586, 546]
lira-price-box [725, 1999, 1011, 2129]
article-paragraph: — Ἐξέδωσε ἡ ἀστυνομία ἔνταλμα; — Ὄχι ἀκόμη. Περιμένουμε ἀπόφαση τοῦ Εἰσαγγελέως. — Τότε πρέπει νὰ περιμένουμε κι' ἐμεῖς. [1020, 760, 1265, 810]
article-paragraph: Ὁ διάσημος πυγμάχος θὰ ἀγωνισθῇ εἰς τὸ Κάιρον τὴν προσεχῆ ἑβδομάδα. Ἡ συνάντησις θὰ διεξαχθῇ εἰς τὸ Στάδιον τοῦ Ναζρ. [416, 965, 716, 1003]
article-paragraph: Ἡ Ζαμάλεκ ἐνίκησε τὴν Ἰσμαηλία μὲ 2—0, ἐνῷ ἡ Ἐλ Ἀχλὺ ἐνίκησε τὴν Τερσάνα μὲ 3—1. [416, 898, 716, 924]
article-paragraph: Εἶχε χρησιμοποιήσει ψεύτικο ὄνομα. Ὁ ἐπιθεωρητὴς ὅμως δὲν ἀπελπίστηκε. Ἤξερε ὅτι ὁ δολοφόνος θὰ ἔκανε κάποιο λάθος. Τὸ χέρι ποὺ σκοτώνει ἀφήνει πάντα ἴχνη, ἔλεγε στοὺς συνεργάτες του. [1274, 546, 1586, 597]
radio-row: 18.40 Μουσική [214, 363, 293, 375]
offer-line: Ὁ κ. καὶ ἡ κα Γεωργίου προσφέρουν Λ.Α. 4 εἰς τὸ Γηροκομεῖον. [416, 1202, 716, 1228]
article-paragraph: Κατὰ τὰς πληροφορίας, βρέφη παρεδίδοντο ἔναντι χρηματικῶν ποσῶν εἰς ζεύγη τοῦ ἐξωτερικοῦ, χωρὶς νὰ τηρῶνται αἱ νόμιμοι διατυπώσεις. Ἡ ὑπόθεσις ἐπρόκάλεσε μεγάλην αἴσθησιν εἰς ὁλόκληρον τὴν χώραν. [1020, 1572, 1202, 1661]
listing-item: ΡΟΥΑΓΙΑΛ — Τηλ. 26329 JESSICA (Μωρὶς Σεβαλιέ, Ἀντζ Ντικίνσον). [214, 223, 360, 258]
article-paragraph: Αἱ δύο μεγάλαι κομμουνιστικαὶ δυνάμεις εὑρίσκονται εἰς ἀντιπαράθεσιν καὶ ἡ ἔκβασις τῆς διενέξεως θὰ κρίνῃ τὸ μέλλον ὁλοκλήρου τῆς Ἀσίας. Ἡ Ἰνδία παρακολουθεῖ μὲ ἀνησυχίαν τὰς ἐξελίξεις, ἐνῷ αἱ δυτικαὶ δυνάμεις σπεύδουν νὰ ἐνισχύσουν τὴν ἄμυνάν της. [725, 523, 1011, 599]
social-item: Τὸ Β. Γονικὸν Πρεσβεῖον τῆς Ἑλλάδος ἐν Ἀλεξανδρείᾳ ἀναγγέλλει εἰς τοὺς ὁμογενεῖς ὅτι ἀπὸ σήμερον 25 Δεκεμβρίου θὰ παραμένῃ κλειστὸν διὰ τὰς ἑορτάς. Τὰ γραφεῖα θὰ ἐπαναλειτουργήσουν τὴν Πέμπτην. [416, 146, 716, 209]
offer-line: Ὁ κ. καὶ ἡ κα Ἰωάννου προσφέρουν Λ.Α. 5 εἰς τὸ Γηροκομεῖον, ἀντὶ στεφάνου. [416, 1227, 716, 1253]
runner-icon [425, 717, 455, 743]
article-paragraph: Ἡ Ἑλληνικὴ Πρεσβεία, διὰ τοῦ μηνύματος τούτου, ὑπενθυμίζει εἰς ὅλους ὅτι ὁ Ἑλληνισμὸς τῆς χώρας ταύτης δὲν εἶναι μόνος, ἀλλὰ ὅτι ἡ μητέρα Ἑλλὰς παρακολουθεῖ μετ' ἐνδιαφέροντος τὰς προσπαθείας του. Τὰ λόγια αὐτά, ἐν τῇ ἁπλότητί των, περιέχουν ἀλήθειαν καὶ θάρρος. [725, 177, 1011, 253]
article-paragraph: Ὁ κ. Παπαδόπουλος, ὑπεύθυνος τῆς ἐρεύνης, ἐδήλωσε ὅτι θὰ ἀποκαλυφθῇ ὅλη ἡ ἀλήθεια. Κατέληξε λέγων ὅτι ἡ Δικαιοσύνη θὰ κάμῃ τὸ καθῆκον της. [1212, 2038, 1394, 2114]
article-paragraph: Ἐκείνη τὴ στιγμὴ τὸ τηλέφωνο ἐκτύπησε. Ὁ ἐπιθεωρητὴς σήκωσε τὸ ἀκουστικὸ καὶ ἄκουσε μία γνώριμη φωνή. Ἦταν ὁ βοηθός του ποὺ τοῦ ἀνήγγελλε ὅτι ὁ ὕποπτος εἶχε ἐντοπισθῇ σὲ ἕνα μικρὸ ξενοδοχεῖο τοῦ λιμανιοῦ. [1020, 999, 1265, 1075]
article-paragraph: Εἰς τὸ χθεσινὸν μας φύλλον, ἐδημοσιεύσαμεν τὸ κείμενον τοῦ ἐπὶ τῇ ἑορτῇ τῶν Χριστουγέννων μηνύματος «συμπαραστάσεως» τῆς Πρεσβείας τῆς Ἑλλάδος. Τὸ μήνυμα αὐτὸ σκέλλεται εἰς γνῶσιν ὅλων, διότι ἀποτελεῖ ἔκφρασιν ἀγάπης καὶ ἐνδιαφέροντος πρὸς τὸν Ἑλληνισμὸν τῆς Αἰγύπτου. [725, 102, 1011, 178]
column-1 [14, 39, 407, 2179]
separator-stars: ••• [544, 275, 588, 292]
column-3 [725, 39, 1011, 1335]
radio-row: 14.10 Νέα ἄσματα [14, 374, 110, 386]
orphanage-title: ΝΕΑΙ ΑΠΟΚΑΛΥΨΕΙΣ ΔΙΑ ΤΟ ΕΜΠΟΡΙΟΝ ΤΩΝ ΒΡΕΦΩΝ ΕΙΣ ΤΟ ΒΡΕΦΟΚΟΜΕΙΟΝ ΘΕΣΣΑΛΟΝΙΚΗΣ [1039, 1343, 1567, 1435]
article-paragraph: Ὁ σκύλος περὶ οὗ, κατωτέρω ὁ λόγος ἔχει τρίχωμα γκρίζο καὶ κανένα ἄλλο ἰδιαίτερο γνώρισμα. Εἶναι ἕνα σκυλάκι ἀπὸ ἐκεῖνα ποὺ συναντᾶ κανεὶς στοὺς δρόμους τῶν πόλεων τῆς Ἰταλίας. Κι ὅμως αὐτὸ τὸ σκυλάκι παρασημοφορήθηκε. [1274, 332, 1586, 395]
message-kicker: ΤΟ ΜΗΝΥΜΑ «ΣΥΜΠΑΡΑΣΤΑΣΕΩΣ» [726, 83, 1010, 100]
article-paragraph: Ἡ Ἀλ. Παραφεντίδου ἔχει ἐκδώσει καὶ ἄλλες μελέτες. Ἡ νέα αὐτὴ ἐργασία της ἔρχεται νὰ συμπληρώσῃ τὴ σειρά, ἀποδεικνύοντας τὴν ἀγάπη της γιὰ τὴν ἱστορία τοῦ νεώτερου Ἑλληνισμοῦ καὶ ἰδιαίτερα τῶν Ἑλληνίδων ποὺ διέπρεψαν στὰ γράμματα. [214, 1089, 407, 1203]
column-4 [1020, 39, 1265, 1327]
radio-title: ΡΑΔΙΟΣΤΑΘΜΟΣ ΚΑΪΡΟΥ [62, 302, 359, 327]
article-paragraph: Ἡ κυρία αὐτὴ πήγαινε στὸ Βρεφοκομεῖο μερικὰ φορὰ τὴν ἑβδομάδα καὶ ἐπέστρεφε μὲ βρέφος. Εἶχε στενὲς σχέσεις μὲ μερικοὺς ὑπαλλήλους, οἱ ὁποῖοι τὴν διευκόλυναν. Ὅταν ἐρωτήθη ἀπὸ τὸν ἀνακριτήν, ἰσχυρίσθη ὅτι ἐνεργοῦσε κατ' ἐντολὴν τρίτων. [1212, 1925, 1394, 2039]
listing-item: ΑΜΙΡ — Τηλ. 27693 ΓΗΣ ΛΟΝΔΙΝΟΥ (εἰς 22 διασκευάς εἰς ΜΕΛΗΣΗ). [14, 119, 194, 154]
offer-line: Ὁ κ. καὶ ἡ κα Ἰωάννου προσφέρουν Λ.Α. 5 εἰς τὸ Γηροκομεῖον, ἀντὶ στεφάνου. [416, 1076, 716, 1102]
orphanage-article [1020, 1447, 1586, 2179]
decade-title-line-3: ΣΠΟΥΔΩΝ ΤΗΣ Π. ΒΙΒΛΙΟΘΗΚΗΣ [51, 489, 370, 510]
article-paragraph: Ἐπιβεβαιώθη ὅτι ἡ ὑπόθεσις ἔχει μεγαλυτέραν ἔκτασιν ἀπ' ὅ,τι ἀρχικῶς ἐπιστεύετο. Ἡ Ἀστυνομία ἐρευνᾷ καὶ ἄλλα Ἱδρύματα τῆς Βορείου Ἑλλάδος, ἐνῷ ὁ Ὑπουργὸς Κοινωνικῆς Προνοίας διέταξε αὐστηρὰν ἔρευναν. [1020, 1774, 1202, 1875]
article-paragraph: Ἐπιβεβαιώθη ὅτι ἡ ὑπόθεσις ἔχει μεγαλυτέραν ἔκτασιν ἀπ' ὅ,τι ἀρχικῶς ἐπιστεύετο. Ἡ Ἀστυνομία ἐρευνᾷ καὶ ἄλλα Ἱδρύματα τῆς Βορείου Ἑλλάδος, ἐνῷ ὁ Ὑπουργὸς Κοινωνικῆς Προνοίας διέταξε αὐστηρὰν ἔρευναν. [1404, 1447, 1586, 1548]
radio-row: 20.10 Νέα καὶ καλλιτεχνικά [214, 385, 354, 397]
article-paragraph: Ἔτσι, ὁ «Ντίκ», ὁ πιστὸς σκύλος, ἔλαβε χρυσοῦν μετάλλιον εἰς εἰδικὴν τελετὴν παρουσίᾳ τῶν Ἀρχῶν τῆς πόλεως. Τὸ παράδειγμά του ἀνεφέρθη εἰς ὅλον τὸν ἰταλικὸν Τύπον. [1020, 325, 1265, 389]
radio-row: 15.10 Ἑλληνικὸν πρόγραμμα [14, 385, 157, 397]
article-paragraph: Αἱ Ὀδηγοὶ τὰ «Πουλάκια» τοῦ Γηροκομείου μὲ τὰς ἀρχηγούς των ἔψαλλαν τὰ κάλαντα καὶ ἐμοίρασαν δῶρα εἰς τοὺς τροφίμους. Ἡ συγκίνησις ἦτο μεγάλη. [725, 946, 864, 1047]
article-paragraph: Ὁ Κίνα ἔχει ἀναπτύξει, ὡς γνωστόν, ἐντατικὴν προπαγάνδαν εἰς τὴν περιοχὴν τῆς Μογγολίας καὶ ἐπιδιώκει νὰ ἐπεκτείνῃ τὴν ἐπιρροήν της εἰς περιοχὰς αἱ ὁποῖαι μέχρι τοῦδε ἦσαν ὑπὸ τὸν ἔλεγχον τῆς Σοβιετικῆς Ἑνώσεως. Τοῦτο δημιουργεῖ νέαν ἀνησυχίαν εἰς τοὺς διπλωματικοὺς κύκλους. [725, 448, 1011, 524]
article-paragraph: Ὁ Ἰ. Μ. Χατζηφώτης ἔχει ἐκδώσει συλλογὴ ποιημάτων μὲ τίτλο «Ἀγρυπνίες». Πρόκειται γιὰ ποιήματα λυρικά, γραμμένα μὲ εὐαισθησία καὶ μέτρο. [214, 1203, 407, 1266]
radio-row: 13.10 Χριστουγεννιάτικα δῶρα [14, 363, 170, 375]
